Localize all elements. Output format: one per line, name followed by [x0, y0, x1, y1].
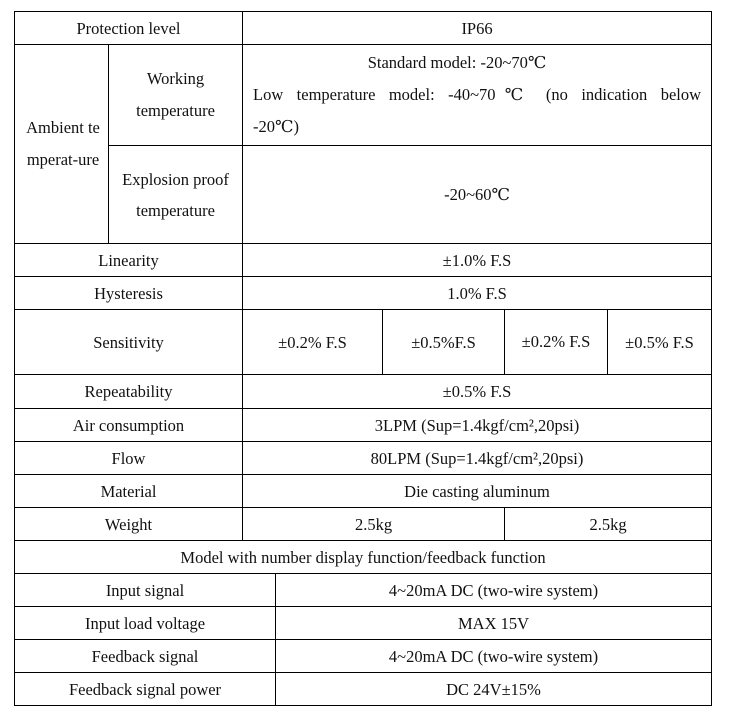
material-value: Die casting aluminum: [243, 475, 712, 508]
row-working-temperature: [15, 45, 712, 146]
explosion-proof-temperature-label: Explosion proof temperature: [109, 146, 243, 244]
working-temperature-label: Working temperature: [109, 45, 243, 146]
working-temperature-low-cont: -20℃): [253, 117, 299, 136]
protection-level-value: IP66: [243, 12, 712, 45]
row-repeatability: [15, 375, 712, 409]
input-signal-label: Input signal: [15, 574, 276, 607]
working-temperature-low: Low temperature model: -40~70℃ (no indication below: [253, 85, 702, 104]
feedback-signal-value: 4~20mA DC (two-wire system): [276, 640, 712, 673]
row-input-load-voltage: [15, 607, 712, 640]
linearity-value: ±1.0% F.S: [243, 244, 712, 277]
feedback-signal-power-label: Feedback signal power: [15, 673, 276, 706]
working-temperature-value: [243, 45, 712, 146]
sensitivity-value-1: ±0.2% F.S: [243, 310, 383, 375]
weight-label: Weight: [15, 508, 243, 541]
flow-label: Flow: [15, 442, 243, 475]
ambient-temperature-label: Ambient temperat-ure: [15, 45, 109, 244]
row-input-signal: [15, 574, 712, 607]
row-explosion-proof-temperature: [15, 146, 712, 244]
explosion-proof-temperature-value: -20~60℃: [243, 146, 712, 244]
hysteresis-value: 1.0% F.S: [243, 277, 712, 310]
sensitivity-value-4: ±0.5% F.S: [608, 310, 712, 375]
input-load-voltage-value: MAX 15V: [276, 607, 712, 640]
row-protection-level: [15, 12, 712, 45]
working-temperature-standard: Standard model: -20~70℃: [367, 53, 547, 72]
repeatability-label: Repeatability: [15, 375, 243, 409]
sensitivity-value-3: ±0.2% F.S: [505, 310, 608, 375]
feedback-signal-label: Feedback signal: [15, 640, 276, 673]
protection-level-label: Protection level: [15, 12, 243, 45]
air-consumption-label: Air consumption: [15, 409, 243, 442]
row-linearity: [15, 244, 712, 277]
row-sensitivity: [15, 310, 712, 375]
material-label: Material: [15, 475, 243, 508]
repeatability-value: ±0.5% F.S: [243, 375, 712, 409]
sensitivity-value-2: ±0.5%F.S: [383, 310, 505, 375]
weight-value-2: 2.5kg: [505, 508, 712, 541]
row-section-header: [15, 541, 712, 574]
row-air-consumption: [15, 409, 712, 442]
row-flow: [15, 442, 712, 475]
flow-value: 80LPM (Sup=1.4kgf/cm²,20psi): [243, 442, 712, 475]
input-signal-value: 4~20mA DC (two-wire system): [276, 574, 712, 607]
row-material: [15, 475, 712, 508]
section-header: Model with number display function/feedback function: [15, 541, 712, 574]
sensitivity-label: Sensitivity: [15, 310, 243, 375]
air-consumption-value: 3LPM (Sup=1.4kgf/cm²,20psi): [243, 409, 712, 442]
spec-table: [14, 11, 712, 706]
feedback-signal-power-value: DC 24V±15%: [276, 673, 712, 706]
weight-value-1: 2.5kg: [243, 508, 505, 541]
row-hysteresis: [15, 277, 712, 310]
row-weight: [15, 508, 712, 541]
row-feedback-signal-power: [15, 673, 712, 706]
row-feedback-signal: [15, 640, 712, 673]
input-load-voltage-label: Input load voltage: [15, 607, 276, 640]
hysteresis-label: Hysteresis: [15, 277, 243, 310]
linearity-label: Linearity: [15, 244, 243, 277]
